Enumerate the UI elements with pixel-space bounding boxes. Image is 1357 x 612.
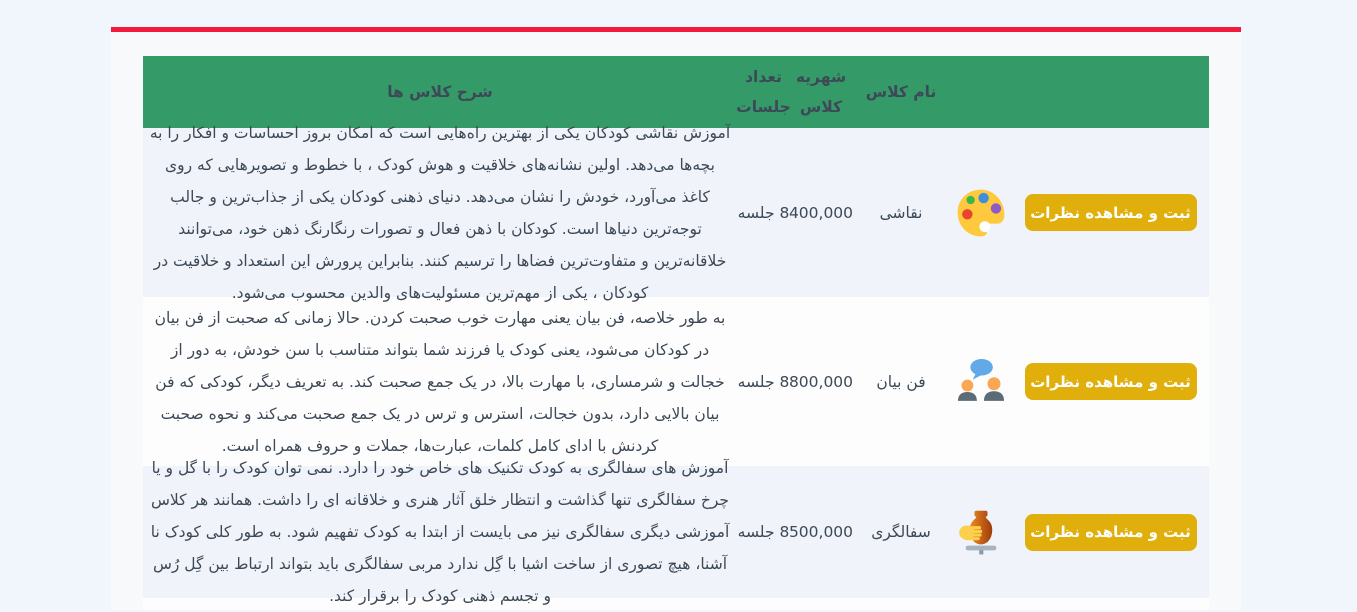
people-talking-icon [954,355,1008,409]
sessions-cell: 8 جلسه [737,523,790,541]
header-cell-sessions: تعداد جلسات [736,68,791,116]
card-top-accent [111,27,1241,32]
header-cell-icon [950,56,1012,128]
class-name-cell: نقاشی [879,203,923,222]
class-name-cell: فن بیان [876,372,926,391]
tuition-cell: 800,000 [788,372,854,391]
class-icon-cell [950,466,1012,598]
actions-cell [1012,128,1209,297]
header-cell-class-name: نام کلاس [865,83,937,101]
header-cell-tuition: شهریه کلاس [795,68,847,116]
class-icon-cell [950,128,1012,297]
description-cell [143,459,737,605]
sessions-cell: 8 جلسه [737,372,790,391]
pottery-icon [954,505,1008,559]
submit-view-comments-button[interactable]: ثبت و مشاهده نظرات [1025,363,1197,400]
artist-palette-icon [954,186,1008,240]
actions-cell [1012,297,1209,466]
classes-table [143,56,1209,610]
class-description: به طور خلاصه، فن بیان یعنی مهارت خوب صحبت کردن. حالا زمانی که صحبت از فن بیان در کودکان می‌شود، یعنی کودک یا فرزند شما بتواند متناسب با سن خودش، به دور از خجالت و شرمساری، با مهارت بالا، در یک جمع صحبت کند. به تعریف دیگر، کودکی که فن بیان بالایی دارد، بدون خجالت، استرس و ترس در یک جمع صحبت می‌کند و نحوه صحبت کردنش با ادای کامل کلمات، عبارت‌ها، جملات و حروف همراه است. [154,308,726,455]
table-row [143,459,1209,605]
header-cell-description: شرح کلاس ها [387,83,493,101]
submit-view-comments-button[interactable]: ثبت و مشاهده نظرات [1025,194,1197,231]
class-description: آموزش نقاشی کودکان یکی از بهترین راه‌هایی است که امکان بروز احساسات و افکار را به بچه‌ها می‌دهد. اولین نشانه‌های خلاقیت و هوش کودک ، با خطوط و تصویرهایی که روی کاغذ می‌آورد، خودش را نشان می‌دهد. دنیای ذهنی کودکان یکی از جذاب‌ترین و جالب توجه‌ترین دنیاها است. کودکان با ذهن فعال و تصورات رنگارنگ ذهن خود، می‌توانند خلاقانه‌ترین و متفاوت‌ترین فضاها را ترسیم کنند. بنابراین پرورش این استعداد و خلاقیت در کودکان ، یکی از مهم‌ترین مسئولیت‌های والدین محسوب می‌شود. [149,123,731,302]
submit-view-comments-button[interactable]: ثبت و مشاهده نظرات [1025,514,1197,551]
description-cell [143,123,737,302]
header-cell-actions [1012,56,1209,128]
table-row [143,123,1209,302]
tuition-cell: 400,000 [788,203,854,222]
table-row [143,297,1209,466]
tuition-cell: 500,000 [788,523,854,541]
description-cell [143,297,737,466]
class-description: آموزش های سفالگری به کودک تکنیک های خاص خود را دارد. نمی توان کودک را با گل و یا چرخ سفالگری تنها گذاشت و انتظار خلق آثار هنری و خلاقانه ای را داشت. همانند هر کلاس آموزشی دیگری سفالگری نیز می بایست از ابتدا به کودک تفهیم شود. به طور کلی کودک نا آشنا، هیچ تصوری از ساخت اشیا با گِل ندارد مربی سفالگری باید بتواند ارتباط بین گِل رُس و تجسم ذهنی کودک را برقرار کند. [150,459,730,605]
actions-cell [1012,466,1209,598]
class-name-cell: سفالگری [871,523,931,541]
class-icon-cell [950,297,1012,466]
sessions-cell: 8 جلسه [737,203,790,222]
content-card [111,27,1241,610]
